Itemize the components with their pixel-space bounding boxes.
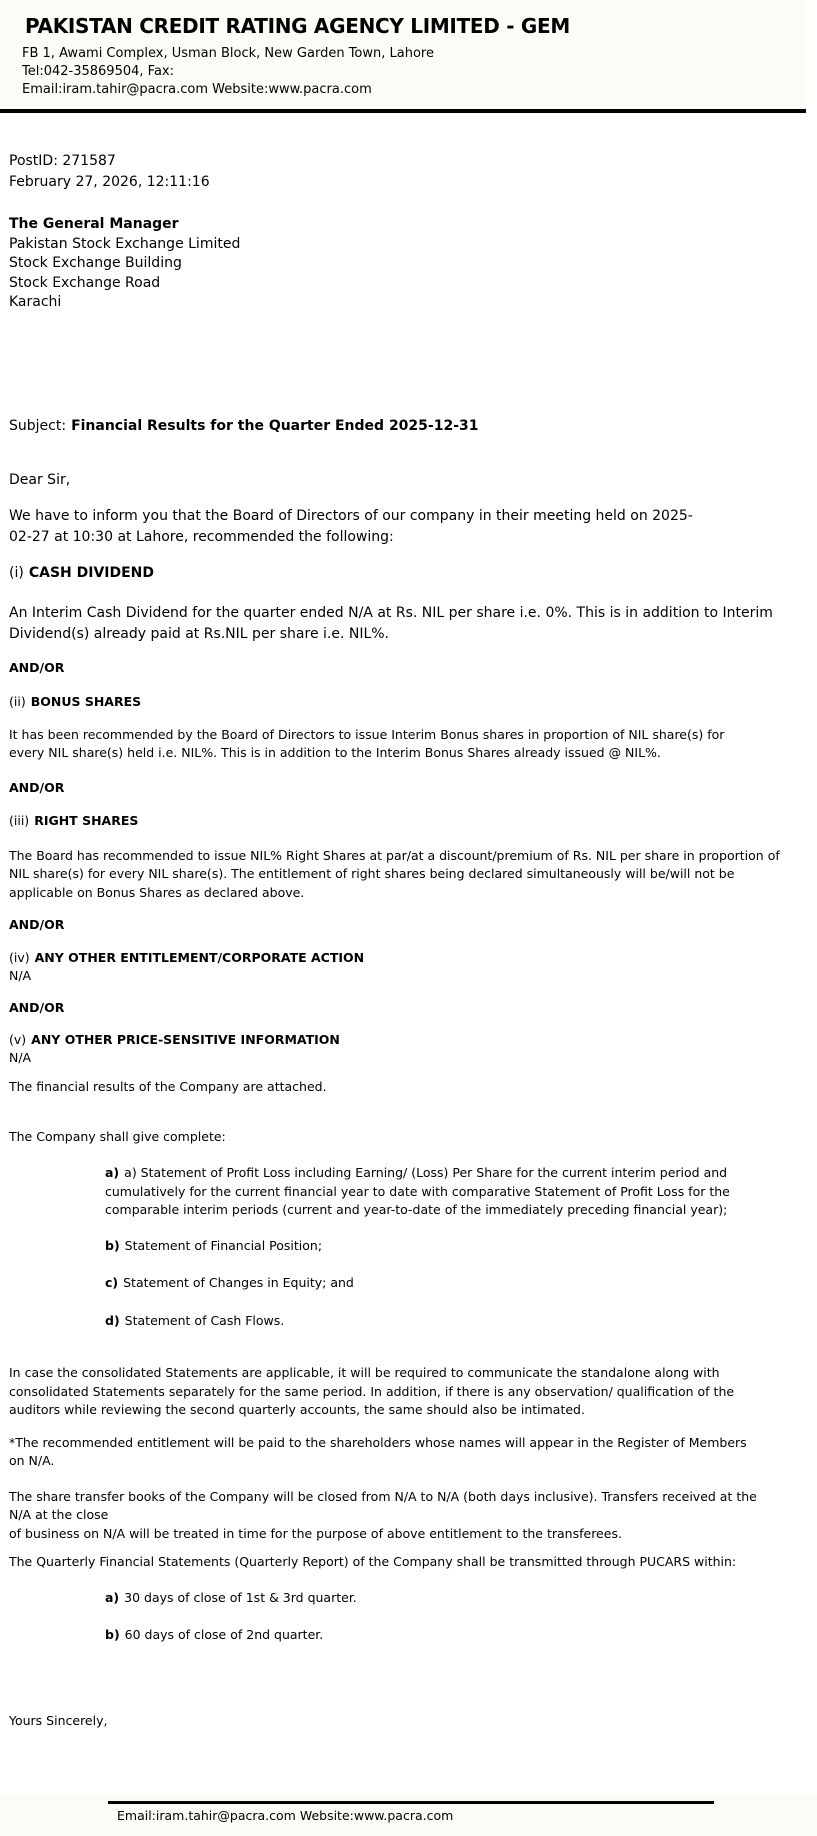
section-title: ANY OTHER PRICE-SENSITIVE INFORMATION: [31, 1031, 340, 1047]
recipient-line: Stock Exchange Building: [9, 255, 182, 271]
recipient-line: Pakistan Stock Exchange Limited: [9, 235, 241, 252]
subject-text: Financial Results for the Quarter Ended 2025-12-31: [71, 417, 479, 434]
and-or-separator: AND/OR: [9, 917, 65, 932]
recipient-line: Karachi: [9, 294, 62, 310]
deadline-text: 30 days of close of 1st & 3rd quarter.: [124, 1589, 357, 1605]
company-tel-fax: Tel:042-35869504, Fax:: [22, 64, 174, 79]
and-or-separator: AND/OR: [9, 779, 65, 795]
recipient-block: [9, 215, 799, 313]
footer-email-website: Email:iram.tahir@pacra.com Website:www.pacra.com: [117, 1808, 454, 1823]
statement-text: Statement of Changes in Equity; and: [123, 1275, 354, 1290]
statement-item: [105, 1274, 745, 1293]
and-or-separator: AND/OR: [9, 999, 65, 1015]
statement-item: [105, 1237, 745, 1256]
deadline-item: [105, 1589, 745, 1608]
statement-label: c): [105, 1275, 119, 1290]
section-ii-heading: [9, 693, 799, 711]
section-title: RIGHT SHARES: [34, 812, 139, 828]
company-address: FB 1, Awami Complex, Usman Block, New Garden Town, Lahore: [22, 46, 434, 61]
section-v-block: [9, 1031, 799, 1068]
letterhead: [0, 0, 806, 113]
section-number: (i): [9, 564, 24, 581]
results-attached-paragraph: The financial results of the Company are attached.: [9, 1079, 327, 1094]
subject-line: [9, 416, 789, 437]
share-transfer-line1: The share transfer books of the Company will be closed from N/A to N/A (both days inclusive). Transfers received at the N/A at the close: [9, 1488, 757, 1522]
bonus-shares-paragraph: It has been recommended by the Board of Directors to issue Interim Bonus shares in proportion of NIL share(s) for every NIL share(s) held i.e. NIL%. This is in addition to the Interim Bonus Shares already issued @ NIL%.: [9, 726, 725, 760]
post-datetime: February 27, 2026, 12:11:16: [9, 174, 210, 190]
section-iv-block: [9, 949, 799, 986]
statement-label: b): [105, 1237, 120, 1253]
deadline-text: 60 days of close of 2nd quarter.: [124, 1627, 324, 1642]
subject-label: Subject:: [9, 417, 67, 434]
intro-paragraph: We have to inform you that the Board of Directors of our company in their meeting held on 2025-02-27 at 10:30 at Lahore, recommended the following:: [9, 507, 693, 545]
statement-item: [105, 1312, 745, 1331]
footer-rule: [108, 1801, 714, 1804]
recipient-title: The General Manager: [9, 216, 179, 232]
statement-item: [105, 1164, 745, 1220]
company-title: PAKISTAN CREDIT RATING AGENCY LIMITED - GEM: [25, 14, 570, 38]
complete-intro-paragraph: The Company shall give complete:: [9, 1128, 226, 1144]
and-or-separator: AND/OR: [9, 659, 65, 675]
recipient-line: Stock Exchange Road: [9, 274, 161, 291]
deadline-label: a): [105, 1589, 120, 1605]
cash-dividend-paragraph: An Interim Cash Dividend for the quarter ended N/A at Rs. NIL per share i.e. 0%. This is in addition to Interim Dividend(s) already paid at Rs.NIL per share i.e. NIL%.: [9, 604, 773, 642]
section-iv-heading: [9, 949, 799, 967]
section-title: BONUS SHARES: [30, 693, 142, 709]
section-number: (iv): [9, 950, 30, 965]
section-number: (iii): [9, 812, 30, 828]
letter-body: [0, 151, 799, 1730]
post-meta: [9, 151, 799, 193]
deadline-label: b): [105, 1627, 120, 1642]
share-transfer-line2: of business on N/A will be treated in time for the purpose of above entitlement to the transferees.: [9, 1525, 622, 1541]
post-id: PostID: 271587: [9, 153, 116, 169]
share-transfer-paragraph: [9, 1488, 769, 1544]
section-number: (v): [9, 1031, 27, 1047]
statement-label: a): [105, 1165, 120, 1180]
deadline-item: [105, 1626, 745, 1645]
section-number: (ii): [9, 693, 26, 709]
company-email-website: Email:iram.tahir@pacra.com Website:www.pacra.com: [22, 82, 372, 97]
section-i-heading: [9, 563, 789, 584]
section-title: ANY OTHER ENTITLEMENT/CORPORATE ACTION: [34, 950, 365, 965]
right-shares-paragraph: The Board has recommended to issue NIL% Right Shares at par/at a discount/premium of Rs. NIL per share in proportion of NIL share(s) for every NIL share(s). The entitlement of right shares being declared simultaneously will be/will not be applicable on Bonus Shares as declared above.: [9, 847, 780, 900]
section-title: CASH DIVIDEND: [28, 564, 155, 581]
consolidated-paragraph: In case the consolidated Statements are applicable, it will be required to communicate the standalone along with consolidated Statements separately for the same period. In addition, if there is any observation/ qualification of the auditors while reviewing the second quarterly accounts, the same should also be intimated.: [9, 1365, 735, 1417]
closing: Yours Sincerely,: [9, 1712, 108, 1728]
statement-text: Statement of Cash Flows.: [124, 1312, 285, 1328]
footer: [0, 1795, 817, 1836]
section-v-heading: [9, 1031, 799, 1049]
statement-text: Statement of Financial Position;: [124, 1237, 323, 1253]
deadlines-list: [9, 1589, 799, 1645]
salutation: Dear Sir,: [9, 471, 71, 488]
section-iv-value: N/A: [9, 968, 32, 983]
statement-label: d): [105, 1312, 120, 1328]
section-iii-heading: [9, 812, 799, 830]
section-v-value: N/A: [9, 1049, 32, 1065]
pucars-paragraph: The Quarterly Financial Statements (Quarterly Report) of the Company shall be transmitted through PUCARS within:: [9, 1554, 737, 1569]
statement-text: a) Statement of Profit Loss including Earning/ (Loss) Per Share for the current interim period and cumulatively for the current financial year to date with comparative Statement of Profit Loss for the comparable interim periods (current and year-to-date of the immediately preceding financial year);: [105, 1165, 730, 1217]
statements-list: [9, 1164, 799, 1330]
register-note-paragraph: *The recommended entitlement will be paid to the shareholders whose names will appear in the Register of Members on N/A.: [9, 1434, 747, 1468]
